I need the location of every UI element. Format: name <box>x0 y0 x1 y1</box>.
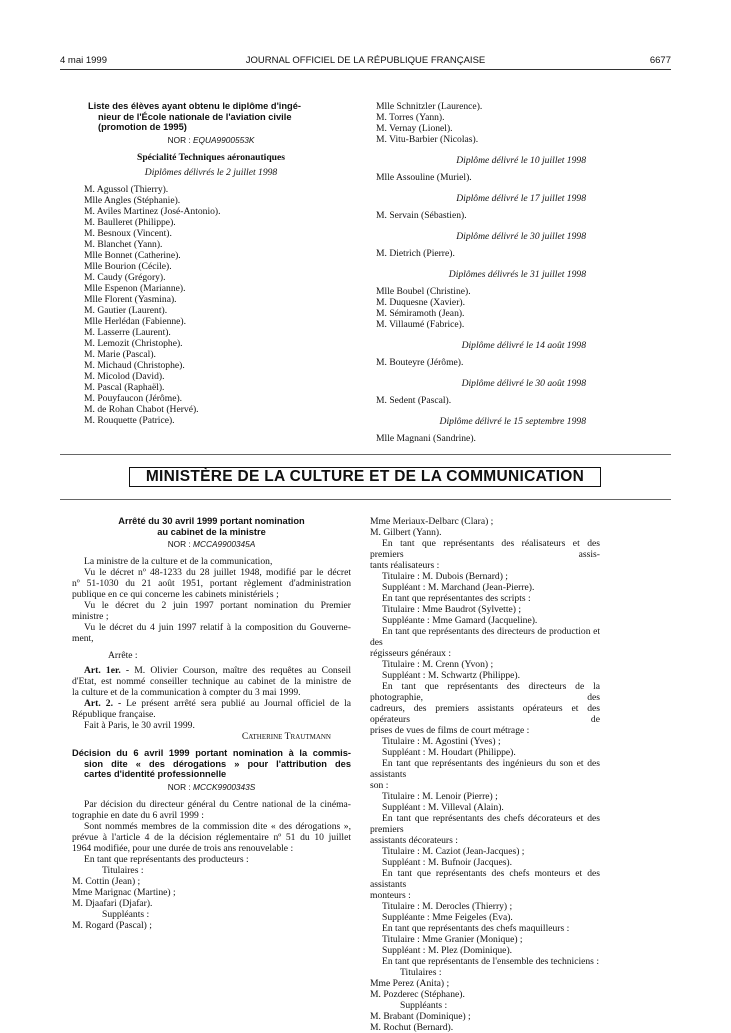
decision-title-line: cartes d'identité professionnelle <box>84 769 227 779</box>
commission-member-line: En tant que représentants des directeurs de production et des <box>370 626 600 648</box>
nor-code: MCCK9900343S <box>193 781 256 792</box>
decision-title-line: Décision du 6 avril 1999 portant nomination à la commis- <box>72 748 351 758</box>
decision-body-line: Titulaires : <box>102 864 144 876</box>
fait-a-paris: Fait à Paris, le 30 avril 1999. <box>84 720 195 731</box>
graduate-name: Mlle Schnitzler (Laurence). <box>376 101 483 112</box>
commission-member-line: régisseurs généraux : <box>370 648 451 659</box>
decision-body-line: Par décision du directeur général du Centre national de la cinéma- <box>84 798 351 810</box>
graduate-name: M. Baulleret (Philippe). <box>84 216 176 228</box>
header-rule <box>60 69 671 70</box>
specialite-heading: Spécialité Techniques aéronautiques <box>136 151 286 163</box>
decision-nor <box>72 782 351 793</box>
graduate-name: M. Pouyfaucon (Jérôme). <box>84 392 183 404</box>
article-2-label: Art. 2. - <box>84 698 122 709</box>
nor-label: NOR : <box>167 781 194 792</box>
commission-member-line: Suppléante : Mme Gamard (Jacqueline). <box>382 615 538 626</box>
commission-member-line: son : <box>370 780 389 791</box>
diploma-date-blocks <box>370 155 598 444</box>
commission-member-line: Suppléant : M. Villeval (Alain). <box>382 802 504 813</box>
decision-body-line: Suppléants : <box>102 908 150 920</box>
decision-body-line: tographie en date du 6 avril 1999 : <box>72 809 204 821</box>
decision-body-line: prévue à l'article 4 de la décision réglementaire nº 51 du 10 juillet <box>72 831 351 843</box>
graduate-name: M. Agussol (Thierry). <box>84 183 169 195</box>
diploma-date-heading: Diplômes délivrés le 31 juillet 1998 <box>448 269 586 280</box>
header-page-number: 6677 <box>649 55 671 66</box>
commission-member-line: En tant que représentants des directeurs de la photographie, des <box>370 681 600 703</box>
commission-member-line: Titulaire : M. Caziot (Jean-Jacques) ; <box>382 846 525 857</box>
nor-label: NOR : <box>167 539 194 549</box>
commission-member-line: Titulaire : M. Crenn (Yvon) ; <box>382 659 494 670</box>
commission-member-line: cadreurs, des premiers assistants opérateurs et des opérateurs de <box>370 703 600 725</box>
graduate-name: M. Villaumé (Fabrice). <box>376 319 465 330</box>
commission-member-line: tants réalisateurs : <box>370 560 440 571</box>
commission-member-line: Titulaire : M. Lenoir (Pierre) ; <box>382 791 498 802</box>
graduate-list <box>72 184 350 426</box>
graduate-name: M. Aviles Martinez (José-Antonio). <box>84 205 221 217</box>
decision-body-line: En tant que représentants des producteurs : <box>84 853 249 865</box>
graduate-name: M. Pascal (Raphaël). <box>84 381 165 393</box>
graduate-name: M. Blanchet (Yann). <box>84 238 163 250</box>
article-1-line: la culture et de la communication à compter du 3 mai 1999. <box>72 687 301 698</box>
list-title-line: Liste des élèves ayant obtenu le diplôme d'ingé- <box>88 101 301 111</box>
graduate-name: M. de Rohan Chabot (Hervé). <box>84 403 199 415</box>
graduate-name: M. Vernay (Lionel). <box>376 123 453 134</box>
graduate-name: M. Vitu-Barbier (Nicolas). <box>376 134 479 145</box>
commission-member-line: M. Brabant (Dominique) ; <box>370 1011 471 1022</box>
right-top-column <box>370 101 598 444</box>
arrete-body-line: nº 51-1030 du 21 août 1951, portant règlement d'administration <box>72 578 351 589</box>
graduate-name: Mlle Magnani (Sandrine). <box>376 433 476 444</box>
decision-body-line: Mme Marignac (Martine) ; <box>72 886 176 898</box>
commission-member-line: En tant que représentants des ingénieurs du son et des assistants <box>370 758 600 780</box>
arrete-body-line: publique en ce qui concerne les cabinets ministériels ; <box>72 589 279 600</box>
diploma-date-heading: Diplôme délivré le 10 juillet 1998 <box>456 155 586 166</box>
graduate-name: M. Sedent (Pascal). <box>376 395 452 406</box>
decision-title-line: sion dite « des dérogations » pour l'attribution des <box>84 758 351 769</box>
commission-member-line: Suppléant : M. Schwartz (Philippe). <box>382 670 521 681</box>
graduate-name: M. Duquesne (Xavier). <box>376 297 465 308</box>
ministry-rule-top <box>60 454 671 455</box>
graduate-name: M. Gautier (Laurent). <box>84 304 168 316</box>
graduate-name: M. Marie (Pascal). <box>84 348 156 360</box>
decision-body <box>72 799 351 931</box>
graduate-name: Mlle Angles (Stéphanie). <box>84 194 181 206</box>
list-nor <box>72 135 350 146</box>
list-title-line: nieur de l'École nationale de l'aviation civile <box>98 111 292 122</box>
arrete-nor <box>72 539 351 550</box>
left-top-column <box>72 101 350 426</box>
commission-member-line: Titulaire : M. Derocles (Thierry) ; <box>382 901 513 912</box>
article-2-line: République française. <box>72 709 156 720</box>
arrete-title <box>72 516 351 537</box>
list-title <box>72 101 350 133</box>
commission-member-line: Suppléant : M. Plez (Dominique). <box>382 945 513 956</box>
article-2-line <box>72 698 351 709</box>
left-bottom-column <box>72 516 351 931</box>
ministry-rule-bottom <box>60 499 671 500</box>
diploma-date-heading: Diplôme délivré le 15 septembre 1998 <box>439 416 586 427</box>
commission-member-line: M. Pozderec (Stéphane). <box>370 989 465 1000</box>
nor-label: NOR : <box>167 134 193 145</box>
commission-member-line: Suppléants : <box>400 1000 448 1011</box>
graduate-name: M. Sémiramoth (Jean). <box>376 308 465 319</box>
commission-member-line: En tant que représentants des chefs maquilleurs : <box>382 923 570 934</box>
article-2-text: Le présent arrêté sera publié au Journal officiel de la <box>121 698 351 709</box>
graduate-name: M. Torres (Yann). <box>376 112 445 123</box>
article-1-label: Art. 1er. - <box>84 665 130 676</box>
article-1-text: M. Olivier Courson, maître des requêtes au Conseil <box>129 665 351 676</box>
commission-member-line: Titulaire : M. Agostini (Yves) ; <box>382 736 501 747</box>
header-journal-title: JOURNAL OFFICIEL DE LA RÉPUBLIQUE FRANÇAISE <box>245 55 486 66</box>
graduate-name: Mlle Assouline (Muriel). <box>376 172 472 183</box>
graduate-name: M. Micolod (David). <box>84 370 165 382</box>
decision-body-line: 1964 modifiée, pour une durée de trois ans renouvelable : <box>72 842 294 854</box>
article-1-line: d'Etat, est nommé conseiller technique au cabinet de la ministre de <box>72 676 351 687</box>
arrete-body-line: Vu le décret du 2 juin 1997 portant nomination du Premier <box>84 600 351 611</box>
decision-body-line: M. Djaafari (Djafar). <box>72 897 153 909</box>
graduate-name: M. Lemozit (Christophe). <box>84 337 183 349</box>
decision-body-line: M. Rogard (Pascal) ; <box>72 919 152 931</box>
graduate-name: M. Caudy (Grégory). <box>84 271 166 283</box>
arrete-body-line: Vu le décret nº 48-1233 du 28 juillet 1948, modifié par le décret <box>84 567 351 578</box>
decision-title <box>72 748 351 780</box>
commission-member-line: Suppléant : M. Marchand (Jean-Pierre). <box>382 582 535 593</box>
commission-member-line: En tant que représentants des chefs monteurs et des assistants <box>370 868 600 890</box>
diploma-date-heading: Diplôme délivré le 14 août 1998 <box>461 340 586 351</box>
article-1-line <box>72 665 351 676</box>
commission-member-line: En tant que représentants de l'ensemble des techniciens : <box>382 956 599 967</box>
graduate-name: Mlle Boubel (Christine). <box>376 286 471 297</box>
graduate-name: M. Michaud (Christophe). <box>84 359 185 371</box>
diploma-date-heading: Diplôme délivré le 30 juillet 1998 <box>456 231 586 242</box>
arrete-title-line: Arrêté du 30 avril 1999 portant nomination <box>118 516 305 526</box>
commission-member-line: Suppléant : M. Houdart (Philippe). <box>382 747 516 758</box>
ministry-heading: MINISTÈRE DE LA CULTURE ET DE LA COMMUNICATION <box>129 467 601 487</box>
graduate-name: M. Besnoux (Vincent). <box>84 227 172 239</box>
diploma-date-heading: Diplôme délivré le 17 juillet 1998 <box>456 193 586 204</box>
graduate-name: M. Lasserre (Laurent). <box>84 326 171 338</box>
decision-body-line: M. Cottin (Jean) ; <box>72 875 141 887</box>
decision-body-line: Sont nommés membres de la commission dite « des dérogations », <box>84 820 351 832</box>
list-title-line: (promotion de 1995) <box>98 122 187 132</box>
arrete-word: Arrête : <box>108 650 138 661</box>
arrete-body-line: La ministre de la culture et de la communication, <box>84 556 273 567</box>
signature: Catherine Trautmann <box>241 731 331 742</box>
arrete-body-line: ment, <box>72 633 94 644</box>
arrete-body-line: ministre ; <box>72 611 109 622</box>
commission-member-line: En tant que représentantes des scripts : <box>382 593 531 604</box>
commission-member-line: Suppléant : M. Bufnoir (Jacques). <box>382 857 513 868</box>
commission-member-line: Titulaire : M. Dubois (Bernard) ; <box>382 571 508 582</box>
commission-member-line: assistants décorateurs : <box>370 835 458 846</box>
commission-member-line: Mme Meriaux-Delbarc (Clara) ; <box>370 516 494 527</box>
graduate-list-continued <box>370 101 598 145</box>
commission-member-line: Mme Perez (Anita) ; <box>370 978 450 989</box>
nor-code: MCCA9900345A <box>193 539 256 549</box>
graduate-name: Mlle Bourion (Cécile). <box>84 260 172 272</box>
commission-member-line: Suppléante : Mme Feigeles (Eva). <box>382 912 513 923</box>
commission-member-line: Titulaire : Mme Baudrot (Sylvette) ; <box>382 604 522 615</box>
graduate-name: M. Servain (Sébastien). <box>376 210 467 221</box>
commission-member-line: M. Gilbert (Yann). <box>370 527 442 538</box>
diplomes-date: Diplômes délivrés le 2 juillet 1998 <box>144 166 278 178</box>
nor-code: EQUA9900553K <box>193 134 255 145</box>
header-date: 4 mai 1999 <box>60 55 108 66</box>
graduate-name: Mlle Florent (Yasmina). <box>84 293 177 305</box>
arrete-title-line: au cabinet de la ministre <box>157 526 266 537</box>
commission-member-line: En tant que représentants des réalisateurs et des premiers assis- <box>370 538 600 560</box>
arrete-body <box>72 556 351 644</box>
graduate-name: M. Dietrich (Pierre). <box>376 248 455 259</box>
commission-member-line: Titulaires : <box>400 967 442 978</box>
graduate-name: Mlle Espenon (Marianne). <box>84 282 186 294</box>
arrete-body-line: Vu le décret du 4 juin 1997 relatif à la composition du Gouverne- <box>84 622 351 633</box>
commission-member-line: Titulaire : Mme Granier (Monique) ; <box>382 934 523 945</box>
diploma-date-heading: Diplôme délivré le 30 août 1998 <box>461 378 586 389</box>
graduate-name: M. Bouteyre (Jérôme). <box>376 357 464 368</box>
graduate-name: Mlle Herlédan (Fabienne). <box>84 315 187 327</box>
commission-member-line: monteurs : <box>370 890 411 901</box>
commission-member-line: prises de vues de films de court métrage : <box>370 725 530 736</box>
graduate-name: M. Rouquette (Patrice). <box>84 414 175 426</box>
commission-member-line: En tant que représentants des chefs décorateurs et des premiers <box>370 813 600 835</box>
commission-member-line: M. Rochut (Bernard). <box>370 1022 454 1033</box>
page-header <box>60 55 671 69</box>
right-bottom-column <box>370 516 600 1033</box>
graduate-name: Mlle Bonnet (Catherine). <box>84 249 181 261</box>
